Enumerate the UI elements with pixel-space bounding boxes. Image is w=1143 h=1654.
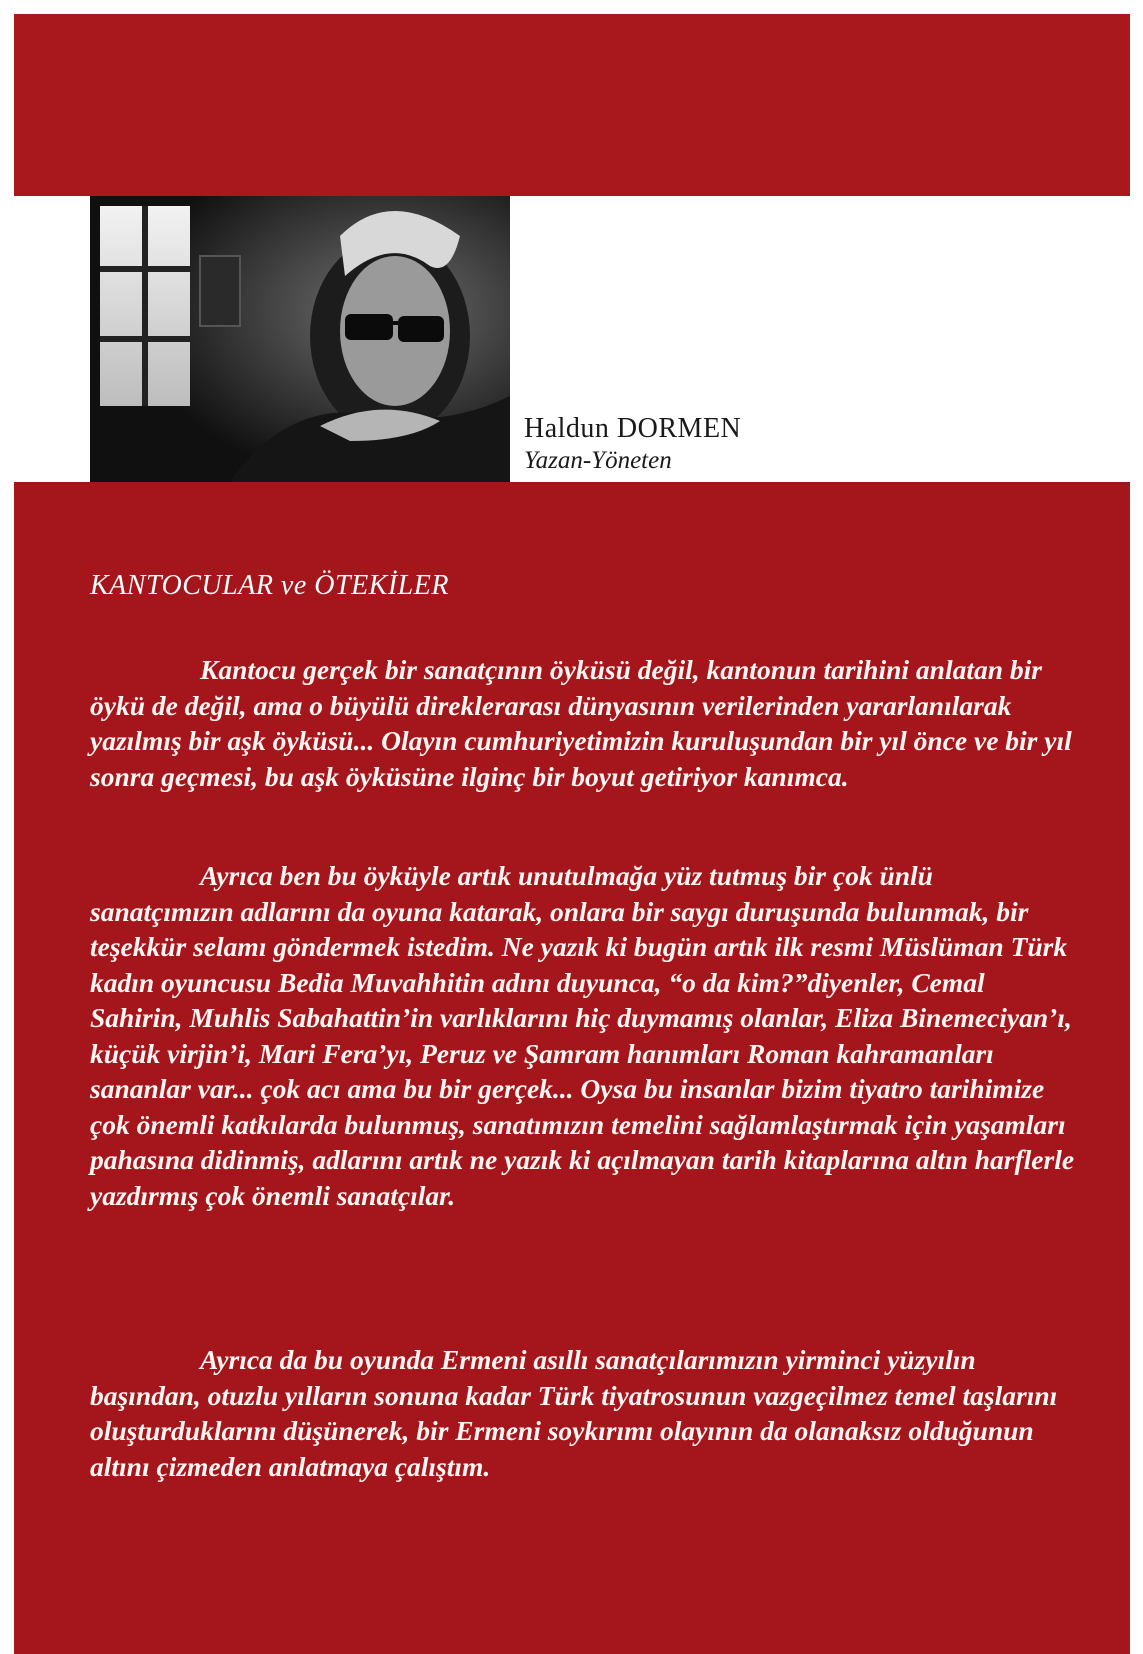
article-heading: KANTOCULAR ve ÖTEKİLER bbox=[90, 570, 449, 601]
portrait-illustration bbox=[90, 196, 510, 482]
portrait-caption bbox=[524, 412, 741, 476]
author-portrait-photo bbox=[90, 196, 510, 482]
article-paragraph-3: Ayrıca da bu oyunda Ermeni asıllı sanatçılarımızın yirminci yüzyılın başından, otuzlu yılların sonuna kadar Türk tiyatrosunun vazgeçilmez temel taşlarını oluşturduklarını düşünerek, bir Ermeni soykırımı olayının da olanaksız olduğunun altını çizmeden anlatmaya çalıştım. bbox=[90, 1344, 1058, 1482]
article-paragraph-1: Kantocu gerçek bir sanatçının öyküsü değil, kantonun tarihini anlatan bir öykü de değil, ama o büyülü direklerarası dünyasının verilerinden yararlanılarak yazılmış bir aşk öyküsü... Olayın cumhuriyetimizin kuruluşundan bir yıl önce ve bir yıl sonra geçmesi, bu aşk öyküsüne ilginç bir boyut getiriyor kanımca. bbox=[90, 654, 1072, 792]
brochure-page bbox=[14, 14, 1130, 1654]
article-paragraph-2: Ayrıca ben bu öyküyle artık unutulmağa yüz tutmuş bir çok ünlü sanatçımızın adlarını da oyuna katarak, onlara bir saygı duruşunda bulunmak, bir teşekkür selamı göndermek istedim. Ne yazık ki bugün artık ilk resmi Müslüman Türk kadın oyuncusu Bedia Muvahhitin adını duyunca, “o da kim?”diyenler, Cemal Sahirin, Muhlis Sabahattin’in varlıklarını hiç duymamış olanlar, Eliza Binemeciyan’ı, küçük virjin’i, Mari Fera’yı, Peruz ve Şamram hanımları Roman kahramanları sananlar var... çok acı ama bu bir gerçek... Oysa bu insanlar bizim tiyatro tarihimize çok önemli katkılarda bulunmuş, sanatımızın temelini sağlamlaştırmak için yaşamları pahasına didinmiş, adlarını artık ne yazık ki açılmayan tarih kitaplarına altın harflerle yazdırmış çok önemli sanatçılar. bbox=[90, 860, 1075, 1211]
top-red-band bbox=[14, 14, 1130, 196]
author-role: Yazan-Yöneten bbox=[524, 447, 672, 474]
article-body bbox=[14, 482, 1130, 1654]
author-name: Haldun DORMEN bbox=[524, 413, 742, 444]
